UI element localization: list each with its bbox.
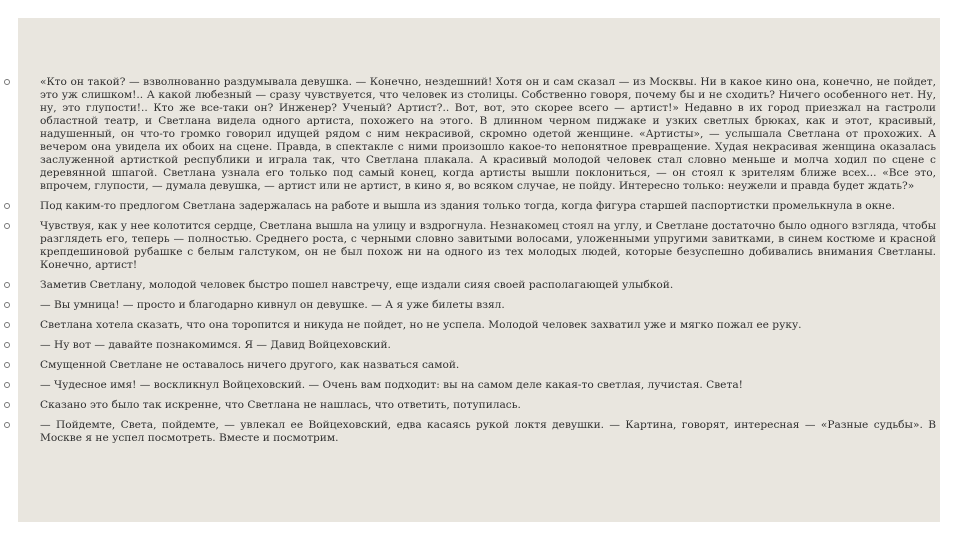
paragraph-text: Чувствуя, как у нее колотится сердце, Светлана вышла на улицу и вздрогнула. Незнакомец стоял на углу, и Светлане достаточно было одного взгляда, чтобы разглядеть его, теперь — полностью. Среднего роста, с черными словно завитыми волосами, уложенными упругими завитками, в синем костюме и красной крепдешиновой рубашке с белым галстуком, он не был похож ни на одного из тех молодых людей, которые безуспешно добивались внимания Светланы. Конечно, артист! bbox=[40, 220, 936, 271]
bullet-circle-icon bbox=[4, 362, 10, 368]
paragraph-text: Под каким-то предлогом Светлана задержалась на работе и вышла из здания только тогда, когда фигура старшей паспортистки промелькнула в окне. bbox=[40, 200, 895, 212]
bullet-circle-icon bbox=[4, 382, 10, 388]
paragraph-list bbox=[18, 76, 940, 452]
bullet-circle-icon bbox=[4, 322, 10, 328]
paragraph-text: — Пойдемте, Света, пойдемте, — увлекал ее Войцеховский, едва касаясь рукой локтя девушки. — Картина, говорят, интересная — «Разные судьбы». В Москве я не успел посмотреть. Вместе и посмотрим. bbox=[40, 419, 936, 444]
paragraph-text: — Вы умница! — просто и благодарно кивнул он девушке. — А я уже билеты взял. bbox=[40, 299, 505, 311]
paragraph-text: — Чудесное имя! — воскликнул Войцеховский. — Очень вам подходит: вы на самом деле какая-то светлая, лучистая. Света! bbox=[40, 379, 743, 391]
list-item bbox=[18, 319, 940, 332]
list-item bbox=[18, 279, 940, 292]
list-item bbox=[18, 399, 940, 412]
bullet-circle-icon bbox=[4, 342, 10, 348]
paragraph-text: «Кто он такой? — взволнованно раздумывала девушка. — Конечно, нездешний! Хотя он и сам сказал — из Москвы. Ни в какое кино она, конечно, не пойдет, это уж слишком!.. А какой любезный — сразу чувствуется, что человек из столицы. Собственно говоря, почему бы и не сходить? Ничего особенного нет. Ну, ну, это глупости!.. Кто же все-таки он? Инженер? Ученый? Артист?.. Вот, вот, это скорее всего — артист!» Недавно в их город приезжал на гастроли областной театр, и Светлана видела одного артиста, похожего на этого. В длинном черном пиджаке и узких светлых брюках, как и этот, красивый, надушенный, он что-то громко говорил идущей рядом с ним некрасивой, скромно одетой женщине. «Артисты», — услышала Светлана от прохожих. А вечером она увидела их обоих на сцене. Правда, в спектакле с ними произошло какое-то непонятное превращение. Худая некрасивая женщина оказалась заслуженной артисткой республики и играла так, что Светлана плакала. А красивый молодой человек стал словно меньше и молча ходил по сцене с деревянной шпагой. Светлана узнала его только под самый конец, когда артисты вышли поклониться, — он стоял к зрителям ближе всех... «Все это, впрочем, глупости, — думала девушка, — артист или не артист, в кино я, во всяком случае, не пойду. Интересно только: неужели и правда будет ждать?» bbox=[40, 76, 936, 192]
list-item bbox=[18, 299, 940, 312]
list-item bbox=[18, 419, 940, 445]
paragraph-text: Светлана хотела сказать, что она торопится и никуда не пойдет, но не успела. Молодой человек захватил уже и мягко пожал ее руку. bbox=[40, 319, 802, 331]
paragraph-text: Смущенной Светлане не оставалось ничего другого, как назваться самой. bbox=[40, 359, 460, 371]
slide-panel bbox=[18, 18, 940, 522]
bullet-circle-icon bbox=[4, 282, 10, 288]
paragraph-text: Сказано это было так искренне, что Светлана не нашлась, что ответить, потупилась. bbox=[40, 399, 521, 411]
list-item bbox=[18, 359, 940, 372]
bullet-circle-icon bbox=[4, 203, 10, 209]
bullet-circle-icon bbox=[4, 302, 10, 308]
bullet-circle-icon bbox=[4, 223, 10, 229]
bullet-circle-icon bbox=[4, 79, 10, 85]
bullet-circle-icon bbox=[4, 422, 10, 428]
list-item bbox=[18, 339, 940, 352]
paragraph-text: Заметив Светлану, молодой человек быстро пошел навстречу, еще издали сияя своей располагающей улыбкой. bbox=[40, 279, 674, 291]
list-item bbox=[18, 379, 940, 392]
list-item bbox=[18, 200, 940, 213]
list-item bbox=[18, 76, 940, 193]
bullet-circle-icon bbox=[4, 402, 10, 408]
list-item bbox=[18, 220, 940, 272]
paragraph-text: — Ну вот — давайте познакомимся. Я — Давид Войцеховский. bbox=[40, 339, 391, 351]
